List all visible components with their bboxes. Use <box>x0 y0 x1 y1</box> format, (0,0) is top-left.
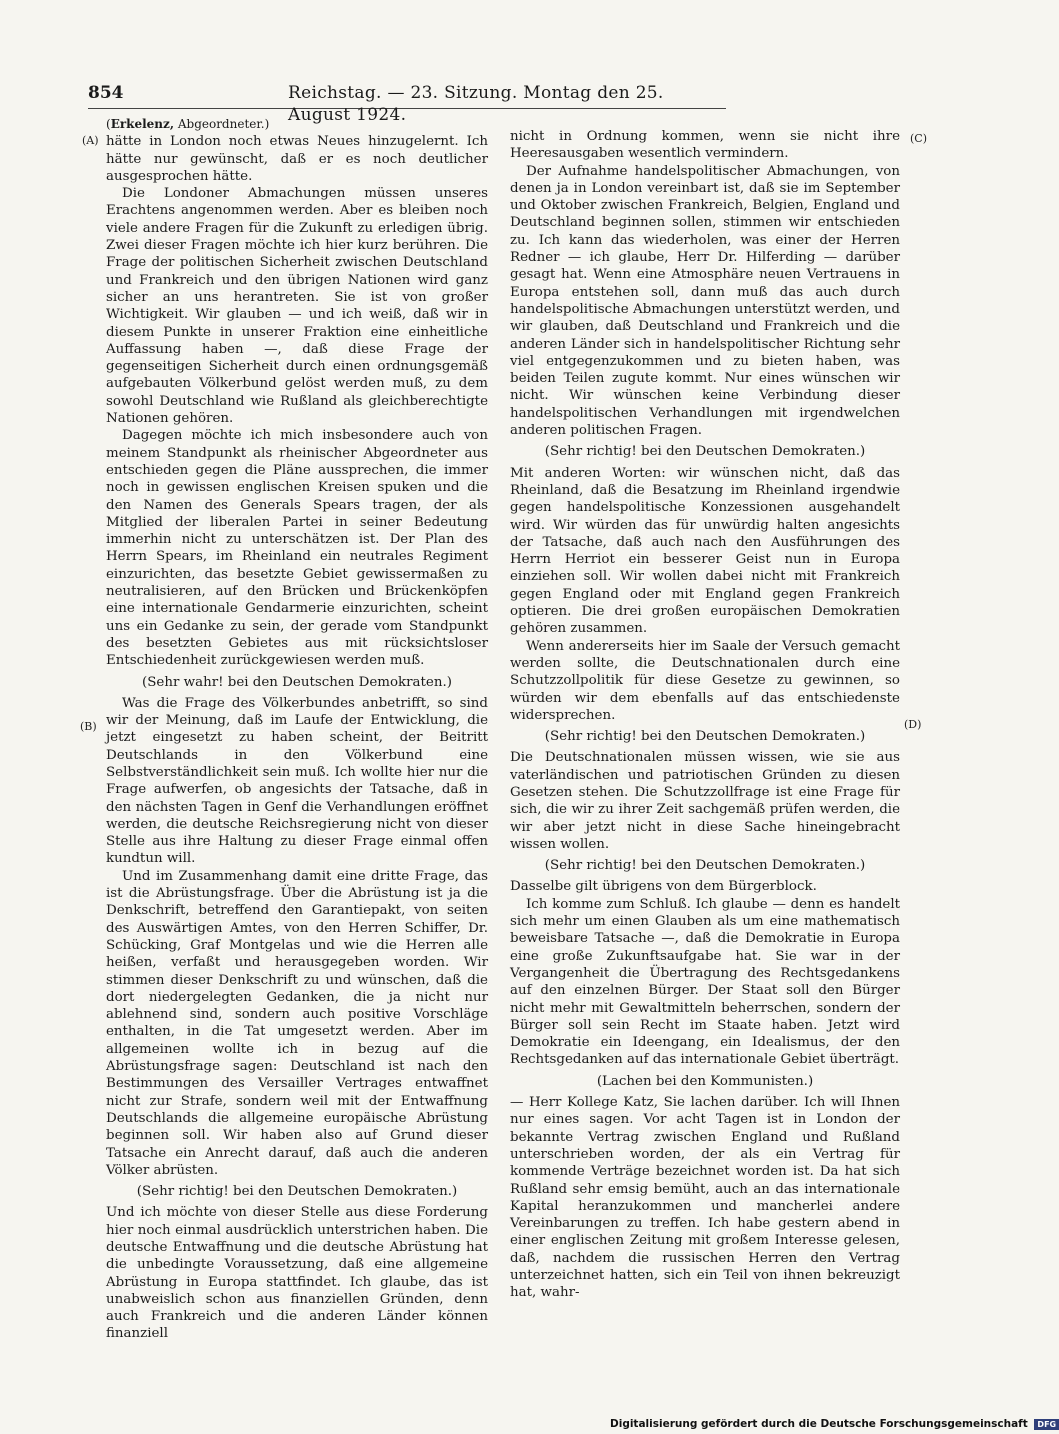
paragraph: Der Aufnahme handelspolitischer Abmachungen, von denen ja in London vereinbart ist, daß sie im September und Oktober zwischen Frankreich, Belgien, England und Deutschland beginnen sollen, stimmen wir entschieden zu. Ich kann das wiederholen, was einer der Herren Redner — ich glaube, Herr Dr. Hilferding — darüber gesagt hat. Wenn eine Atmosphäre neuen Vertrauens in Europa entstehen soll, dann muß das auch durch handelspolitische Abmachungen unterstützt werden, und wir glauben, daß Deutschland und Frankreich und die anderen Länder sich in handelspolitischer Richtung sehr viel entgegenzukommen und zu bieten haben, was beiden Teilen zugute kommt. Nur eines wünschen wir nicht. Wir wünschen keine Verbindung dieser handelspolitischen Verhandlungen mit irgendwelchen anderen politischen Fragen. <box>510 163 900 439</box>
paragraph: — Herr Kollege Katz, Sie lachen darüber. Ich will Ihnen nur eines sagen. Vor acht Tagen ist in London der bekannte Vertrag zwischen England und Rußland unterschrieben worden, der als ein Vertrag für kommende Verträge bezeichnet worden ist. Da hat sich Rußland sehr emsig bemüht, auch an das internationale Kapital heranzukommen und mancherlei andere Vereinbarungen zu treffen. Ich habe gestern abend in einer englischen Zeitung mit großem Interesse gelesen, daß, nachdem die russischen Herren den Vertrag unterzeichnet hatten, sich ein Teil von ihnen bekreuzigt hat, wahr- <box>510 1095 900 1301</box>
interjection: (Sehr richtig! bei den Deutschen Demokraten.) <box>544 858 866 874</box>
running-title: Reichstag. — 23. Sitzung. Montag den 25. August 1924. <box>288 83 664 125</box>
paragraph: Wenn andererseits hier im Saale der Versuch gemacht werden sollte, die Deutschnationalen durch eine Schutzzollpolitik für diese Gesetze zu gewinnen, so würden wir dem ebenfalls auf das entschiedenste widersprechen. <box>510 638 900 723</box>
margin-mark-b: (B) <box>80 720 97 733</box>
digitization-footer <box>610 1418 1059 1430</box>
dfg-logo: DFG <box>1034 1419 1059 1430</box>
interjection: (Sehr richtig! bei den Deutschen Demokraten.) <box>136 1184 458 1200</box>
interjection: (Sehr richtig! bei den Deutschen Demokraten.) <box>544 444 866 460</box>
paragraph: Ich komme zum Schluß. Ich glaube — denn es handelt sich mehr um einen Glauben als um eine mathematisch beweisbare Tatsache —, daß die Demokratie in Europa eine große Zukunftsaufgabe hat. Sie war in der Vergangenheit die Übertragung des Rechtsgedankens auf den einzelnen Bürger. Der Staat soll den Bürger nicht mehr mit Gewaltmitteln beherrschen, sondern der Bürger soll sein Recht im Staate haben. Jetzt wird Demokratie ein Ideengang, ein Idealismus, der den Rechtsgedanken auf das internationale Gebiet überträgt. <box>510 896 900 1068</box>
paragraph: Die Londoner Abmachungen müssen unseres Erachtens angenommen werden. Aber es bleiben noch viele andere Fragen für die Zukunft zu erledigen übrig. Zwei dieser Fragen möchte ich hier kurz berühren. Die Frage der politischen Sicherheit zwischen Deutschland und Frankreich und den übrigen Nationen wird ganz sicher an uns herantreten. Sie ist von großer Wichtigkeit. Wir glauben — und ich weiß, daß wir in diesem Punkte in unserer Fraktion eine einheitliche Auffassung haben —, daß diese Frage der gegenseitigen Sicherheit durch einen ordnungsgemäß aufgebauten Völkerbund gelöst werden muß, zu dem sowohl Deutschland wie Rußland als gleichberechtigte Nationen gehören. <box>106 186 488 427</box>
left-column <box>106 116 488 1343</box>
paragraph: Dagegen möchte ich mich insbesondere auch von meinem Standpunkt als rheinischer Abgeordneter aus entschieden gegen die Pläne aussprechen, die immer noch in gewissen englischen Kreisen spuken und die den Namen des Generals Spears tragen, der als Mitglied der liberalen Partei in seiner Bedeutung immerhin nicht zu unterschätzen ist. Der Plan des Herrn Spears, im Rheinland ein neutrales Regiment einzurichten, das besetzte Gebiet gewissermaßen zu neutralisieren, auf den Brücken und Brückenköpfen eine internationale Gendarmerie einzurichten, scheint uns ein Gedanke zu sein, der gerade vom Standpunkt des besetzten Gebietes aus mit rücksichtsloser Entschiedenheit zurückgewiesen werden muß. <box>106 428 488 669</box>
interjection: (Lachen bei den Kommunisten.) <box>596 1073 814 1089</box>
margin-mark-d: (D) <box>904 718 922 731</box>
interjection: (Sehr wahr! bei den Deutschen Demokraten.) <box>142 674 452 690</box>
speaker-role: Abgeordneter.) <box>177 117 270 131</box>
speaker-line: (Erkelenz, Abgeordneter.) <box>106 117 270 131</box>
paragraph: Die Deutschnationalen müssen wissen, wie sie aus vaterländischen und patriotischen Gründen zu diesen Gesetzen stehen. Die Schutzzollfrage ist eine Frage für sich, die wir zu ihrer Zeit sachgemäß prüfen werden, die wir aber jetzt nicht in diese Sache hineingebracht wissen wollen. <box>510 750 900 852</box>
margin-mark-a: (A) <box>82 134 99 147</box>
paragraph: hätte in London noch etwas Neues hinzugelernt. Ich hätte nur gewünscht, daß er es noch deutlicher ausgesprochen hätte. <box>106 134 488 184</box>
paragraph: Und im Zusammenhang damit eine dritte Frage, das ist die Abrüstungsfrage. Über die Abrüstung ist ja die Denkschrift, betreffend den Garantiepakt, von seiten des Auswärtigen Amtes, von den Herren Schiffer, Dr. Schücking, Graf Montgelas und wie die Herren alle heißen, verfaßt und herausgegeben worden. Wir stimmen dieser Denkschrift zu und wünschen, daß die dort niedergelegten Gedanken, die ja nicht nur ablehnend sind, sondern auch positive Vorschläge enthalten, in die Tat umgesetzt werden. Aber im allgemeinen wollte ich in bezug auf die Abrüstungsfrage sagen: Deutschland ist nach den Bestimmungen des Versailler Vertrages entwaffnet nicht zur Strafe, sondern weil mit der Entwaffnung Deutschlands die allgemeine europäische Abrüstung beginnen soll. Wir haben also auf Grund dieser Tatsache ein Anrecht darauf, daß auch die anderen Völker abrüsten. <box>106 868 488 1178</box>
footer-text: Digitalisierung gefördert durch die Deutsche Forschungsgemeinschaft <box>610 1418 1028 1430</box>
paragraph: Dasselbe gilt übrigens von dem Bürgerblock. <box>510 879 817 895</box>
paragraph: Was die Frage des Völkerbundes anbetrifft, so sind wir der Meinung, daß im Laufe der Entwicklung, die jetzt eingesetzt zu haben scheint, der Beitritt Deutschlands in den Völkerbund eine Selbstverständlichkeit sein muß. Ich wollte hier nur die Frage aufwerfen, ob angesichts der Tatsache, daß in den nächsten Tagen in Genf die Verhandlungen eröffnet werden, die deutsche Reichsregierung nicht von dieser Stelle aus ihre Haltung zu dieser Frage einmal offen kundtun will. <box>106 695 488 867</box>
paragraph: Und ich möchte von dieser Stelle aus diese Forderung hier noch einmal ausdrücklich unterstrichen haben. Die deutsche Entwaffnung und die deutsche Abrüstung hat die unbedingte Voraussetzung, daß eine allgemeine Abrüstung in Europa stattfindet. Ich glaube, das ist unabweislich schon aus finanziellen Gründen, denn auch Frankreich und die anderen Länder können finanziell <box>106 1205 488 1342</box>
paragraph: nicht in Ordnung kommen, wenn sie nicht ihre Heeresausgaben wesentlich vermindern. <box>510 129 900 162</box>
page-number: 854 <box>88 83 124 103</box>
right-column <box>510 128 900 1302</box>
interjection: (Sehr richtig! bei den Deutschen Demokraten.) <box>544 729 866 745</box>
margin-mark-c: (C) <box>910 132 927 145</box>
speaker-name: Erkelenz, <box>110 117 175 131</box>
paragraph: Mit anderen Worten: wir wünschen nicht, daß das Rheinland, daß die Besatzung im Rheinland irgendwie gegen handelspolitische Konzessionen ausgehandelt wird. Wir würden das für unwürdig halten angesichts der Tatsache, daß auch nach den Ausführungen des Herrn Herriot ein besserer Geist nun in Europa einziehen soll. Wir wollen dabei nicht mit Frankreich gegen England oder mit England gegen Frankreich optieren. Die drei großen europäischen Demokratien gehören zusammen. <box>510 465 900 637</box>
